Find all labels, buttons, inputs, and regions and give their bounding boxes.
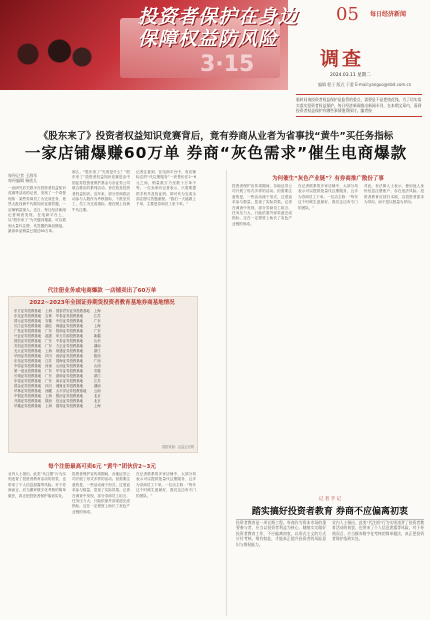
table-source: 数据来源：证监会官网 <box>162 445 194 449</box>
body-column-2 <box>72 170 130 292</box>
table-cell: 华鑫证券投教基地 <box>14 404 42 408</box>
table-cell: 浙江 <box>93 349 101 353</box>
subhead-3: 为何催生“灰色产业链”？有券商推广散份了事 <box>272 176 384 182</box>
comment-column-1 <box>236 520 326 616</box>
bases-table <box>12 308 103 408</box>
table-cell: 上海 <box>93 324 101 328</box>
table-cell: 德邦证券投教基地 <box>55 404 84 408</box>
body-column-6 <box>136 472 196 616</box>
table-cell: 江苏 <box>45 359 52 363</box>
table-cell: 广东 <box>45 374 52 378</box>
table-cell: 安信证券投教基地 <box>14 344 42 348</box>
subhead-2: 每个注册最高可卖6元 “黄牛”团伙价2~3元 <box>48 464 156 470</box>
table-cell: 湖南 <box>93 384 101 388</box>
table-cell: 吉林 <box>45 314 52 318</box>
table-cell: 国元证券投教基地 <box>14 319 42 323</box>
table-cell: 中泰证券投教基地 <box>55 339 84 343</box>
table-cell: 广东 <box>45 344 52 348</box>
body-column-8 <box>298 184 358 490</box>
section-title: 调查 <box>320 48 365 70</box>
table-cell: 湖南 <box>93 344 101 348</box>
subhead-1: 代注册业务或电商爆款 一店铺卖出了60万单 <box>47 288 157 294</box>
body-paragraph: 对此，有法律人士表示，使用他人身份信息注册账户，存在违法风险。投资者教育应回归本源，以投资者需求为导向，而不是以数量为导向。 <box>364 184 424 205</box>
table-cell: 云南 <box>93 389 101 393</box>
table-cell: 山西 <box>93 364 101 368</box>
table-cell: 东北证券投教基地 <box>14 314 42 318</box>
table-cell: 西部证券投教基地 <box>55 354 84 358</box>
table-cell: 北京 <box>93 399 101 403</box>
table-cell: 安徽 <box>93 369 101 373</box>
column-divider <box>226 170 227 616</box>
table-cell: 山西证券投教基地 <box>55 364 84 368</box>
table-cell: 华林证券投教基地 <box>14 389 42 393</box>
paper-name: 每日经济新闻 <box>370 11 407 18</box>
byline-reporter: 每经记者 王海军 <box>8 173 38 178</box>
table-cell: 广西 <box>93 359 101 363</box>
comment-title: 踏实搞好投资者教育 券商不应偏离初衷 <box>236 504 424 520</box>
body-column-4 <box>8 472 66 616</box>
table-cell: 新疆 <box>93 334 101 338</box>
table-cell: 东方证券投教基地 <box>14 309 42 313</box>
table-cell: 华泰证券投教基地 <box>55 314 84 318</box>
table-cell: 兴业证券投教基地 <box>14 334 42 338</box>
body-column-9 <box>364 184 424 490</box>
table-cell: 光大证券投教基地 <box>14 349 42 353</box>
table-cell: 浙江 <box>93 374 101 378</box>
table-cell: 东莞证券投教基地 <box>14 379 42 383</box>
table-cell: 广东 <box>45 329 52 333</box>
table-cell: 广东 <box>45 339 52 343</box>
table-cell: 信达证券投教基地 <box>55 399 84 403</box>
table-cell: 中银证券投教基地 <box>14 394 42 398</box>
table-cell: 海通证券投教基地 <box>55 324 84 328</box>
table-cell: 安徽 <box>45 319 52 323</box>
table-cell: 中原证券投教基地 <box>14 364 42 368</box>
table-cell: 国泰君安证券投教基地 <box>55 309 90 313</box>
table-cell: 上海 <box>45 394 52 398</box>
audience-figures <box>10 30 100 90</box>
table-cell: 西藏 <box>45 389 52 393</box>
table-cell: 陕西 <box>45 399 52 403</box>
masthead <box>0 0 430 92</box>
article-kicker: 《股东来了》投资者权益知识竞赛背后，竟有券商从业者为省事找“黄牛”买任务指标 <box>38 131 394 142</box>
banner-line-2: 保障权益防风险 <box>138 28 279 50</box>
table-cell: 陕西 <box>93 354 101 358</box>
body-paragraph: 记者注意到，在电商平台中，有店铺标注的“代注册服务”一套售价在2~6元之间，销量数万乃至数十万单不等。一位卖家向记者表示，只需要提供手机号及验证码，即可代为完成全部注册与答题流程。“我们一天能做上千单，主要是券商员工来下单。” <box>136 170 196 207</box>
body-column-5 <box>72 472 130 616</box>
table-cell: 河南 <box>45 364 52 368</box>
table-cell: 江苏 <box>93 314 101 318</box>
comment-label: 记 者 手 记 <box>318 497 342 502</box>
table-cell: 广发证券投教基地 <box>14 329 42 333</box>
table-cell: 上海 <box>93 309 101 313</box>
table-cell: 四川 <box>45 354 52 358</box>
banner-line-1: 投资者保护在身边 <box>138 6 299 28</box>
editor-credits: 编辑 程子 版式 于蕾 E-mail:yanguo@nbd.com.cn <box>318 82 412 87</box>
table-cell: 国信证券投教基地 <box>14 339 42 343</box>
table-cell: 国海证券投教基地 <box>55 359 84 363</box>
table-cell: 东吴证券投教基地 <box>14 359 42 363</box>
table-cell: 浙商证券投教基地 <box>55 374 84 378</box>
table-cell: 北京 <box>93 394 101 398</box>
byline-editor: 每经编辑 杨欣儿 <box>8 178 38 183</box>
body-paragraph: 一直研究后关联平台投资者权益知识竞赛等活动的记者，发现了一个奇怪现象：某些券商员工为完成任务，竟然大批找黄牛代做知识竞赛答题，一店铺销量惊人。近日，每日经济新闻记者调查发现，在电商平台上，以“股东来了”为关键词搜索，可以看到大量代注册、代答题的商品链接，最高单品销量已超过60万单。 <box>8 186 66 234</box>
table-cell: 江苏 <box>93 379 101 383</box>
body-paragraph: 那么，“股东来了”究竟是什么？“股东来了”投资者权益知识竞赛是由中国证券投资者保护基金与各证券公司联合推出的系列活动，旨在普及投资者权益知识。近年来，部分券商将活动参与人数作为考核指标，下派至员工，员工为完成指标，便在网上找黄牛代注册。 <box>72 170 130 212</box>
bases-table-wrap <box>12 308 194 442</box>
table-cell: 中信证券投教基地 <box>55 319 84 323</box>
table-cell: 招商证券投教基地 <box>55 329 84 333</box>
table-cell: 上海 <box>45 404 52 408</box>
body-paragraph: 在记者联系的多家店铺中，大部分均表示可以提供批量代注册服务，且多为券商员工下单。一位店主称：“每年这个时候生意最好，我们这边有专门的团队。” <box>298 184 358 210</box>
table-cell: 财通证券投教基地 <box>55 349 84 353</box>
header-banner <box>138 6 298 50</box>
editor-note: 临时问询投资者权益保护是监管的重点，需要是不是把钱花钱。为了切实落实落实投资者权益保护，每日经济新闻推出新闻专刊，在本期文章内，看到投资者权益保护有哪些事情值得探讨。编者按 <box>296 94 422 117</box>
table-cell: 太平洋证券投教基地 <box>55 389 87 393</box>
table-cell: 第一创业投教基地 <box>14 369 42 373</box>
table-cell: 开源证券投教基地 <box>14 399 42 403</box>
table-cell: 银河证券投教基地 <box>55 394 84 398</box>
table-cell: 福建 <box>45 334 52 338</box>
body-column-3 <box>136 170 196 292</box>
event-logo: 3·15 <box>200 52 255 77</box>
table-cell: 上海 <box>45 349 52 353</box>
table-cell: 华安证券投教基地 <box>55 369 84 373</box>
table-cell: 广东 <box>93 319 101 323</box>
page-number: 05 <box>336 4 359 25</box>
table-cell: 上海 <box>45 309 52 313</box>
table-cell: 华西证券投教基地 <box>14 354 42 358</box>
table-cell: 长城证券投教基地 <box>14 374 42 378</box>
body-column-1 <box>8 186 66 292</box>
table-cell: 四川 <box>45 384 52 388</box>
body-paragraph: 业内人士指出，此类“代注册”行为实则违背了投资者教育活动的初衷，也带来了个人信息泄露等风险。对于券商而言，应当摒弃数字化考核的简单做法，真正把投资者保护落到实处。 <box>8 472 66 498</box>
table-row <box>12 403 103 408</box>
article-headline: 一家店铺爆赚60万单 券商“灰色需求”催生电商爆款 <box>24 144 408 162</box>
body-paragraph: 投资者教育是一项长期工程。券商作为资本市场的重要参与者，应当以投资者利益为核心，踏踏实实做好投资者教育工作，不应偏离初衷，以形式主义的方式应付考核。唯有如此，才能真正提升投资者的风险意识与维权能力。 <box>236 520 326 547</box>
table-cell: 国金证券投教基地 <box>14 384 42 388</box>
table-title: 2022~2023年全国证券期货投资者教育基地券商基地情况 <box>29 300 175 306</box>
table-cell: 上海 <box>93 404 101 408</box>
dateline: 2024.03.11 星期二 <box>330 73 371 78</box>
table-cell: 湖北 <box>45 324 52 328</box>
table-cell: 南京证券投教基地 <box>55 379 84 383</box>
table-cell: 广东 <box>45 369 52 373</box>
body-paragraph: 投资者保护宣传周期间，各地证券公司开展了形式多样的活动。但需要注意的是，一些活动流于形式，过度追求参与数量，忽视了实际效果。记者在调查中发现，部分券商员工坦言，任务压力大，只能依靠外部渠道完成指标，这在一定程度上助长了灰色产业链的形成。 <box>232 184 292 226</box>
body-paragraph: 投资者保护宣传周期间，各地证券公司开展了形式多样的活动。但需要注意的是，一些活动流于形式，过度追求参与数量，忽视了实际效果。记者在调查中发现，部分券商员工坦言，任务压力大，只能依靠外部渠道完成指标，这在一定程度上助长了灰色产业链的形成。 <box>72 472 130 514</box>
table-cell: 山东 <box>93 339 101 343</box>
comment-column-2 <box>332 520 424 616</box>
body-paragraph: 在记者联系的多家店铺中，大部分均表示可以提供批量代注册服务，且多为券商员工下单。一位店主称：“每年这个时候生意最好，我们这边有专门的团队。” <box>136 472 196 498</box>
body-column-7 <box>232 184 292 490</box>
body-paragraph: 业内人士指出，此类“代注册”行为实则违背了投资者教育活动的初衷，也带来了个人信息泄露等风险。对于券商而言，应当摒弃数字化考核的简单做法，真正把投资者保护落到实处。 <box>332 520 424 542</box>
bylines <box>8 173 68 183</box>
table-cell: 广东 <box>93 329 101 333</box>
table-cell: 申万宏源投教基地 <box>55 334 84 338</box>
table-cell: 湘财证券投教基地 <box>55 384 84 388</box>
table-cell: 广东 <box>45 379 52 383</box>
table-cell: 长江证券投教基地 <box>14 324 42 328</box>
table-cell: 方正证券投教基地 <box>55 344 84 348</box>
